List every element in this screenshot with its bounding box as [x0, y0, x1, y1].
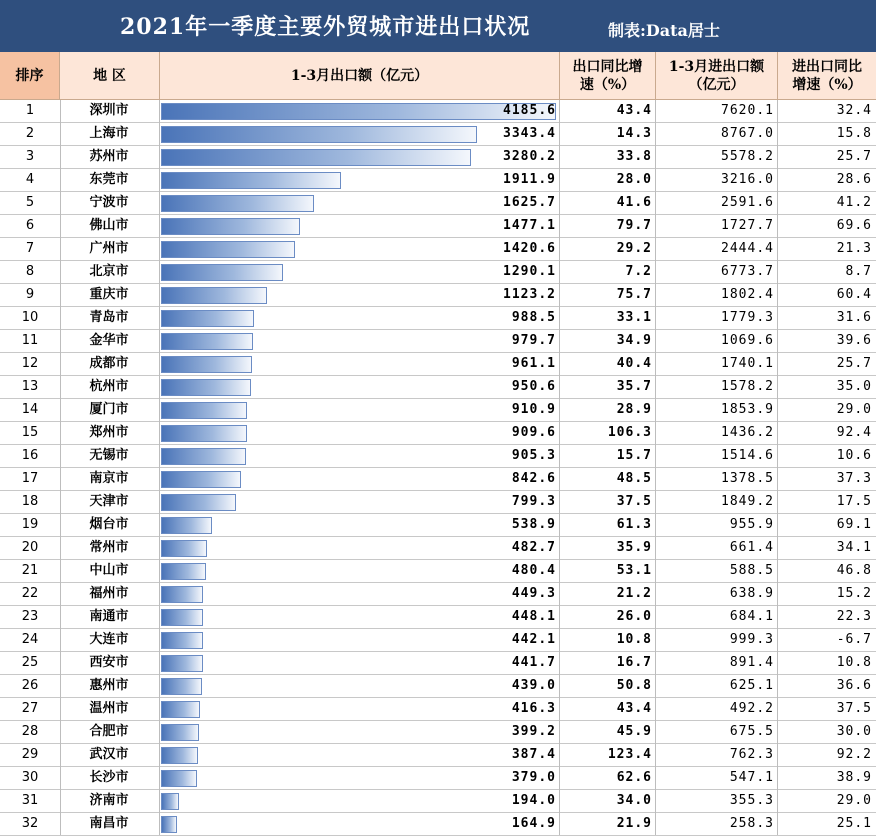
total-growth-cell: 10.6: [836, 448, 872, 463]
header-total-growth: 进出口同比增速（%）: [778, 52, 876, 100]
rank-cell: 25: [21, 655, 39, 670]
table-row: [0, 675, 876, 698]
column-divider: [559, 100, 560, 835]
exports-cell: 480.4: [511, 563, 556, 578]
city-cell: 长沙市: [89, 770, 129, 785]
rank-cell: 16: [21, 448, 39, 463]
rank-cell: 32: [21, 816, 39, 831]
export-growth-cell: 50.8: [616, 678, 652, 693]
city-cell: 中山市: [89, 563, 129, 578]
table-row: [0, 629, 876, 652]
column-divider: [159, 100, 160, 835]
total-cell: 1849.2: [721, 494, 774, 509]
table-row: [0, 560, 876, 583]
city-cell: 北京市: [89, 264, 129, 279]
city-cell: 大连市: [89, 632, 129, 647]
table-row: [0, 790, 876, 813]
total-cell: 1802.4: [721, 287, 774, 302]
total-growth-cell: 17.5: [836, 494, 872, 509]
exports-cell: 909.6: [511, 425, 556, 440]
city-cell: 杭州市: [89, 379, 129, 394]
table-row: [0, 491, 876, 514]
city-cell: 福州市: [89, 586, 129, 601]
header-exports: 1-3月出口额（亿元）: [160, 52, 560, 100]
rank-cell: 17: [21, 471, 39, 486]
rank-cell: 6: [25, 218, 35, 233]
total-cell: 675.5: [729, 724, 774, 739]
total-cell: 1727.7: [721, 218, 774, 233]
header-total: 1-3月进出口额（亿元）: [656, 52, 778, 100]
total-growth-cell: 31.6: [836, 310, 872, 325]
exports-cell: 842.6: [511, 471, 556, 486]
exports-cell: 164.9: [511, 816, 556, 831]
total-cell: 661.4: [729, 540, 774, 555]
total-growth-cell: 69.6: [836, 218, 872, 233]
rank-cell: 11: [21, 333, 39, 348]
exports-cell: 961.1: [511, 356, 556, 371]
total-cell: 355.3: [729, 793, 774, 808]
column-divider: [777, 100, 778, 835]
header-export-growth: 出口同比增速（%）: [560, 52, 656, 100]
table-row: [0, 698, 876, 721]
rank-cell: 13: [21, 379, 39, 394]
total-growth-cell: -6.7: [836, 632, 872, 647]
total-cell: 684.1: [729, 609, 774, 624]
city-cell: 东莞市: [89, 172, 129, 187]
rank-cell: 8: [25, 264, 35, 279]
rank-cell: 20: [21, 540, 39, 555]
total-growth-cell: 22.3: [836, 609, 872, 624]
total-cell: 1578.2: [721, 379, 774, 394]
city-cell: 深圳市: [89, 103, 129, 118]
total-growth-cell: 60.4: [836, 287, 872, 302]
rank-cell: 22: [21, 586, 39, 601]
export-growth-cell: 43.4: [616, 701, 652, 716]
total-cell: 1740.1: [721, 356, 774, 371]
total-growth-cell: 15.2: [836, 586, 872, 601]
total-growth-cell: 25.7: [836, 149, 872, 164]
total-growth-cell: 29.0: [836, 402, 872, 417]
city-cell: 青岛市: [89, 310, 129, 325]
total-cell: 588.5: [729, 563, 774, 578]
total-growth-cell: 21.3: [836, 241, 872, 256]
table-row: [0, 100, 876, 123]
city-cell: 烟台市: [89, 517, 129, 532]
table-row: [0, 307, 876, 330]
total-growth-cell: 39.6: [836, 333, 872, 348]
export-growth-cell: 40.4: [616, 356, 652, 371]
title-bar: [0, 0, 876, 52]
city-cell: 惠州市: [89, 678, 129, 693]
city-cell: 重庆市: [89, 287, 129, 302]
export-growth-cell: 37.5: [616, 494, 652, 509]
exports-cell: 399.2: [511, 724, 556, 739]
total-cell: 955.9: [729, 517, 774, 532]
rank-cell: 2: [25, 126, 35, 141]
export-growth-cell: 45.9: [616, 724, 652, 739]
export-growth-cell: 28.0: [616, 172, 652, 187]
total-growth-cell: 32.4: [836, 103, 872, 118]
table-row: [0, 445, 876, 468]
exports-cell: 441.7: [511, 655, 556, 670]
total-cell: 2591.6: [721, 195, 774, 210]
rank-cell: 1: [25, 103, 35, 118]
export-growth-cell: 21.9: [616, 816, 652, 831]
exports-cell: 379.0: [511, 770, 556, 785]
total-growth-cell: 34.1: [836, 540, 872, 555]
city-cell: 武汉市: [89, 747, 129, 762]
export-growth-cell: 26.0: [616, 609, 652, 624]
export-growth-cell: 33.8: [616, 149, 652, 164]
total-growth-cell: 92.4: [836, 425, 872, 440]
rank-cell: 4: [25, 172, 35, 187]
export-growth-cell: 79.7: [616, 218, 652, 233]
rank-cell: 28: [21, 724, 39, 739]
rank-cell: 3: [25, 149, 35, 164]
total-growth-cell: 28.6: [836, 172, 872, 187]
export-growth-cell: 123.4: [607, 747, 652, 762]
total-growth-cell: 35.0: [836, 379, 872, 394]
rank-cell: 14: [21, 402, 39, 417]
export-growth-cell: 43.4: [616, 103, 652, 118]
exports-cell: 4185.6: [503, 103, 556, 118]
table-row: [0, 169, 876, 192]
table-row: [0, 261, 876, 284]
exports-cell: 988.5: [511, 310, 556, 325]
total-cell: 1514.6: [721, 448, 774, 463]
total-cell: 258.3: [729, 816, 774, 831]
table-row: [0, 284, 876, 307]
total-cell: 3216.0: [721, 172, 774, 187]
exports-cell: 1911.9: [503, 172, 556, 187]
rank-cell: 5: [25, 195, 35, 210]
city-cell: 成都市: [89, 356, 129, 371]
total-cell: 2444.4: [721, 241, 774, 256]
export-growth-cell: 21.2: [616, 586, 652, 601]
total-growth-cell: 10.8: [836, 655, 872, 670]
city-cell: 郑州市: [89, 425, 129, 440]
table-row: [0, 146, 876, 169]
city-cell: 厦门市: [89, 402, 129, 417]
total-growth-cell: 15.8: [836, 126, 872, 141]
table-row: [0, 767, 876, 790]
export-growth-cell: 16.7: [616, 655, 652, 670]
city-cell: 南通市: [89, 609, 129, 624]
rank-cell: 24: [21, 632, 39, 647]
export-growth-cell: 10.8: [616, 632, 652, 647]
rank-cell: 15: [21, 425, 39, 440]
page-title: 2021年一季度主要外贸城市进出口状况: [120, 14, 531, 40]
total-cell: 1069.6: [721, 333, 774, 348]
total-cell: 1436.2: [721, 425, 774, 440]
total-cell: 762.3: [729, 747, 774, 762]
exports-cell: 482.7: [511, 540, 556, 555]
header-rank: 排序: [0, 52, 60, 100]
exports-cell: 442.1: [511, 632, 556, 647]
total-growth-cell: 36.6: [836, 678, 872, 693]
table-row: [0, 721, 876, 744]
total-cell: 1779.3: [721, 310, 774, 325]
total-cell: 7620.1: [721, 103, 774, 118]
table-row: [0, 583, 876, 606]
rank-cell: 12: [21, 356, 39, 371]
city-cell: 西安市: [89, 655, 129, 670]
exports-cell: 1625.7: [503, 195, 556, 210]
rank-cell: 29: [21, 747, 39, 762]
total-cell: 5578.2: [721, 149, 774, 164]
table-row: [0, 238, 876, 261]
exports-cell: 3343.4: [503, 126, 556, 141]
city-cell: 苏州市: [89, 149, 129, 164]
export-growth-cell: 48.5: [616, 471, 652, 486]
export-growth-cell: 106.3: [607, 425, 652, 440]
rank-cell: 27: [21, 701, 39, 716]
exports-cell: 979.7: [511, 333, 556, 348]
total-growth-cell: 37.3: [836, 471, 872, 486]
total-cell: 999.3: [729, 632, 774, 647]
exports-cell: 449.3: [511, 586, 556, 601]
table-row: [0, 215, 876, 238]
rank-cell: 21: [21, 563, 39, 578]
rank-cell: 31: [21, 793, 39, 808]
table-row: [0, 813, 876, 836]
table-row: [0, 606, 876, 629]
total-growth-cell: 46.8: [836, 563, 872, 578]
table-row: [0, 468, 876, 491]
table-row: [0, 652, 876, 675]
export-growth-cell: 15.7: [616, 448, 652, 463]
export-growth-cell: 33.1: [616, 310, 652, 325]
exports-cell: 1420.6: [503, 241, 556, 256]
exports-cell: 416.3: [511, 701, 556, 716]
export-growth-cell: 7.2: [625, 264, 652, 279]
column-divider: [655, 100, 656, 835]
city-cell: 广州市: [89, 241, 129, 256]
total-growth-cell: 25.7: [836, 356, 872, 371]
export-growth-cell: 34.9: [616, 333, 652, 348]
export-growth-cell: 53.1: [616, 563, 652, 578]
exports-cell: 194.0: [511, 793, 556, 808]
city-cell: 金华市: [89, 333, 129, 348]
table-row: [0, 514, 876, 537]
rank-cell: 18: [21, 494, 39, 509]
exports-cell: 905.3: [511, 448, 556, 463]
total-growth-cell: 8.7: [845, 264, 872, 279]
export-growth-cell: 75.7: [616, 287, 652, 302]
exports-cell: 439.0: [511, 678, 556, 693]
table-row: [0, 192, 876, 215]
total-cell: 6773.7: [721, 264, 774, 279]
total-cell: 492.2: [729, 701, 774, 716]
total-cell: 891.4: [729, 655, 774, 670]
exports-cell: 538.9: [511, 517, 556, 532]
table-row: [0, 376, 876, 399]
city-cell: 南京市: [89, 471, 129, 486]
export-growth-cell: 62.6: [616, 770, 652, 785]
table-row: [0, 422, 876, 445]
table-row: [0, 744, 876, 767]
table-row: [0, 353, 876, 376]
exports-cell: 448.1: [511, 609, 556, 624]
export-growth-cell: 29.2: [616, 241, 652, 256]
city-cell: 南昌市: [89, 816, 129, 831]
rank-cell: 10: [21, 310, 39, 325]
total-cell: 8767.0: [721, 126, 774, 141]
city-cell: 上海市: [89, 126, 129, 141]
exports-cell: 1123.2: [503, 287, 556, 302]
exports-cell: 3280.2: [503, 149, 556, 164]
total-growth-cell: 92.2: [836, 747, 872, 762]
column-divider: [60, 100, 61, 835]
exports-cell: 910.9: [511, 402, 556, 417]
header-city: 地 区: [60, 52, 160, 100]
export-growth-cell: 35.7: [616, 379, 652, 394]
exports-cell: 1477.1: [503, 218, 556, 233]
rank-cell: 23: [21, 609, 39, 624]
total-cell: 625.1: [729, 678, 774, 693]
table-row: [0, 123, 876, 146]
table-row: [0, 399, 876, 422]
total-cell: 547.1: [729, 770, 774, 785]
total-growth-cell: 29.0: [836, 793, 872, 808]
export-growth-cell: 14.3: [616, 126, 652, 141]
export-growth-cell: 41.6: [616, 195, 652, 210]
exports-cell: 387.4: [511, 747, 556, 762]
export-growth-cell: 28.9: [616, 402, 652, 417]
total-growth-cell: 25.1: [836, 816, 872, 831]
city-cell: 无锡市: [89, 448, 129, 463]
table-row: [0, 537, 876, 560]
city-cell: 宁波市: [89, 195, 129, 210]
city-cell: 佛山市: [89, 218, 129, 233]
rank-cell: 26: [21, 678, 39, 693]
total-cell: 1378.5: [721, 471, 774, 486]
total-growth-cell: 69.1: [836, 517, 872, 532]
export-growth-cell: 61.3: [616, 517, 652, 532]
total-growth-cell: 37.5: [836, 701, 872, 716]
city-cell: 济南市: [89, 793, 129, 808]
rank-cell: 7: [25, 241, 35, 256]
table-row: [0, 330, 876, 353]
city-cell: 天津市: [89, 494, 129, 509]
exports-cell: 799.3: [511, 494, 556, 509]
total-cell: 638.9: [729, 586, 774, 601]
total-cell: 1853.9: [721, 402, 774, 417]
city-cell: 常州市: [89, 540, 129, 555]
total-growth-cell: 38.9: [836, 770, 872, 785]
rank-cell: 19: [21, 517, 39, 532]
exports-cell: 1290.1: [503, 264, 556, 279]
export-growth-cell: 34.0: [616, 793, 652, 808]
city-cell: 合肥市: [89, 724, 129, 739]
total-growth-cell: 30.0: [836, 724, 872, 739]
rank-cell: 9: [25, 287, 35, 302]
export-growth-cell: 35.9: [616, 540, 652, 555]
rank-cell: 30: [21, 770, 39, 785]
city-cell: 温州市: [89, 701, 129, 716]
credit-label: 制表:Data居士: [608, 21, 720, 40]
total-growth-cell: 41.2: [836, 195, 872, 210]
exports-cell: 950.6: [511, 379, 556, 394]
